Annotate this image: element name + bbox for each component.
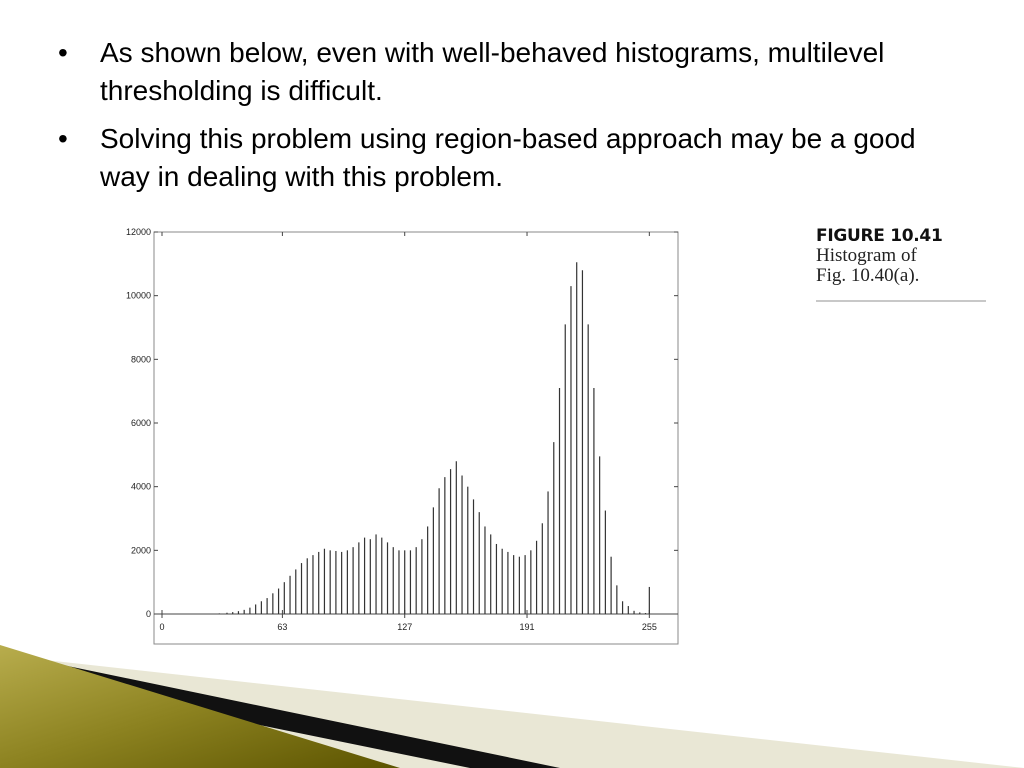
bullet-text: Solving this problem using region-based approach may be a good way in dealing with this problem. (100, 123, 916, 192)
y-tick-label: 12000 (125, 227, 151, 237)
x-tick-label: 0 (159, 622, 165, 632)
y-tick-label: 10000 (125, 290, 151, 301)
y-tick-label: 0 (145, 609, 151, 619)
x-tick-label: 127 (397, 622, 413, 632)
figure-caption-line-1: Histogram of (816, 245, 917, 266)
x-tick-label: 191 (519, 622, 535, 632)
y-tick-label: 2000 (130, 545, 151, 556)
y-tick-label: 8000 (130, 354, 151, 365)
bullet-text: As shown below, even with well-behaved histograms, multilevel thresholding is difficult. (100, 37, 885, 106)
figure-caption-line-2: Fig. 10.40(a). (816, 265, 920, 286)
figure-caption-title: FIGURE 10.41 (816, 226, 943, 246)
y-tick-label: 4000 (130, 481, 151, 492)
bullet-marker: • (58, 37, 68, 68)
y-tick-label: 6000 (130, 418, 151, 428)
x-tick-label: 63 (277, 622, 288, 632)
x-tick-label: 255 (641, 622, 657, 632)
bullet-marker: • (58, 123, 68, 154)
